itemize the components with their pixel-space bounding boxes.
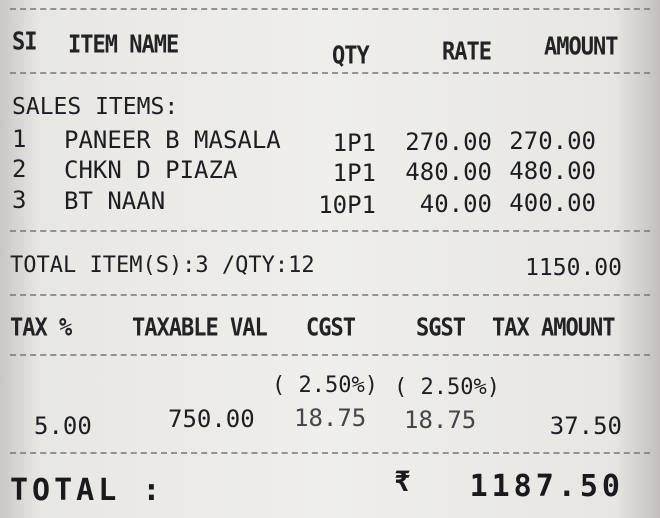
item-sl: 3 bbox=[12, 186, 27, 214]
item-amount: 400.00 bbox=[509, 189, 596, 217]
grand-total-amount: 1187.50 bbox=[469, 469, 624, 504]
col-item-name: ITEM NAME bbox=[68, 30, 179, 60]
col-tax-pct: TAX % bbox=[10, 313, 72, 343]
tax-pct-value: 5.00 bbox=[34, 412, 92, 440]
col-sl: SI bbox=[12, 27, 37, 57]
item-rate: 40.00 bbox=[419, 190, 492, 218]
item-name: BT NAAN bbox=[64, 187, 166, 215]
col-rate: RATE bbox=[442, 37, 491, 67]
col-qty: QTY bbox=[332, 41, 369, 71]
item-name: PANEER B MASALA bbox=[64, 126, 281, 154]
col-tax-amount: TAX AMOUNT bbox=[492, 313, 615, 343]
divider bbox=[10, 452, 650, 454]
divider bbox=[10, 72, 650, 74]
taxable-value: 750.00 bbox=[168, 405, 255, 433]
item-amount: 270.00 bbox=[509, 127, 596, 155]
divider bbox=[10, 294, 650, 296]
col-amount: AMOUNT bbox=[544, 32, 618, 62]
divider bbox=[10, 230, 650, 232]
grand-total-label: TOTAL : bbox=[10, 473, 165, 508]
subtotal-amount: 1150.00 bbox=[525, 255, 622, 281]
sgst-value: 18.75 bbox=[404, 406, 477, 434]
divider bbox=[10, 354, 650, 356]
divider bbox=[10, 8, 650, 10]
col-sgst: SGST bbox=[416, 313, 465, 343]
item-name: CHKN D PIAZA bbox=[64, 156, 238, 184]
item-rate: 270.00 bbox=[405, 128, 492, 156]
item-sl: 1 bbox=[12, 125, 27, 153]
cgst-rate: ( 2.50%) bbox=[272, 373, 378, 398]
item-qty: 10P1 bbox=[318, 191, 376, 219]
tax-amount-value: 37.50 bbox=[549, 412, 622, 440]
item-amount: 480.00 bbox=[509, 157, 596, 185]
col-taxable-val: TAXABLE VAL bbox=[132, 313, 267, 343]
cgst-value: 18.75 bbox=[294, 404, 367, 432]
rupee-icon: ₹ bbox=[394, 465, 411, 498]
section-title: SALES ITEMS: bbox=[12, 94, 179, 120]
item-qty: 1P1 bbox=[332, 129, 376, 157]
total-items-label: TOTAL ITEM(S):3 /QTY:12 bbox=[10, 253, 315, 278]
sgst-rate: ( 2.50%) bbox=[394, 375, 500, 400]
col-cgst: CGST bbox=[306, 313, 355, 343]
item-rate: 480.00 bbox=[405, 158, 492, 186]
item-sl: 2 bbox=[12, 155, 27, 183]
item-qty: 1P1 bbox=[332, 159, 376, 187]
